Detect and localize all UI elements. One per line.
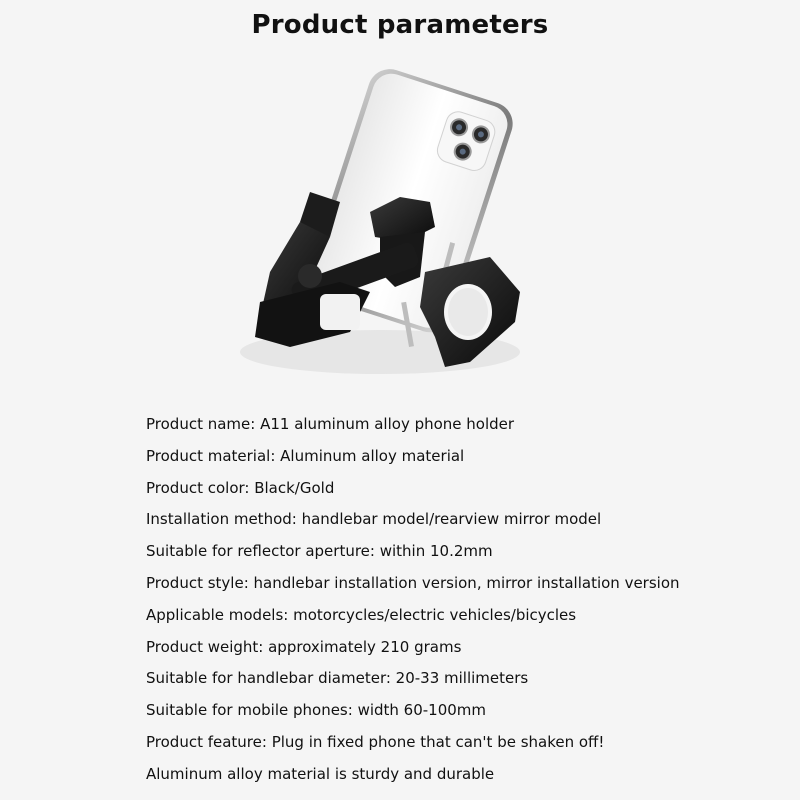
spec-item: Installation method: handlebar model/rearview mirror model <box>146 510 602 529</box>
spec-item: Suitable for reflector aperture: within 10.2mm <box>146 542 493 561</box>
spec-item: Product name: A11 aluminum alloy phone holder <box>146 415 515 433</box>
spec-item: Applicable models: motorcycles/electric vehicles/bicycles <box>146 605 577 624</box>
spec-item: Product style: handlebar installation version, mirror installation version <box>146 573 680 592</box>
spec-list <box>146 410 680 792</box>
spec-item: Product feature: Plug in fixed phone that can't be shaken off! <box>146 732 605 751</box>
spec-item: Aluminum alloy material is sturdy and durable <box>146 764 495 783</box>
spec-item: Product material: Aluminum alloy material <box>146 446 465 465</box>
page-title: Product parameters <box>251 10 549 40</box>
phone-holder-image <box>230 62 540 392</box>
spec-item: Suitable for mobile phones: width 60-100mm <box>146 701 487 720</box>
spec-item: Suitable for handlebar diameter: 20-33 millimeters <box>146 669 529 688</box>
spec-item: Product color: Black/Gold <box>146 478 335 497</box>
spec-item: Product weight: approximately 210 grams <box>146 637 462 656</box>
